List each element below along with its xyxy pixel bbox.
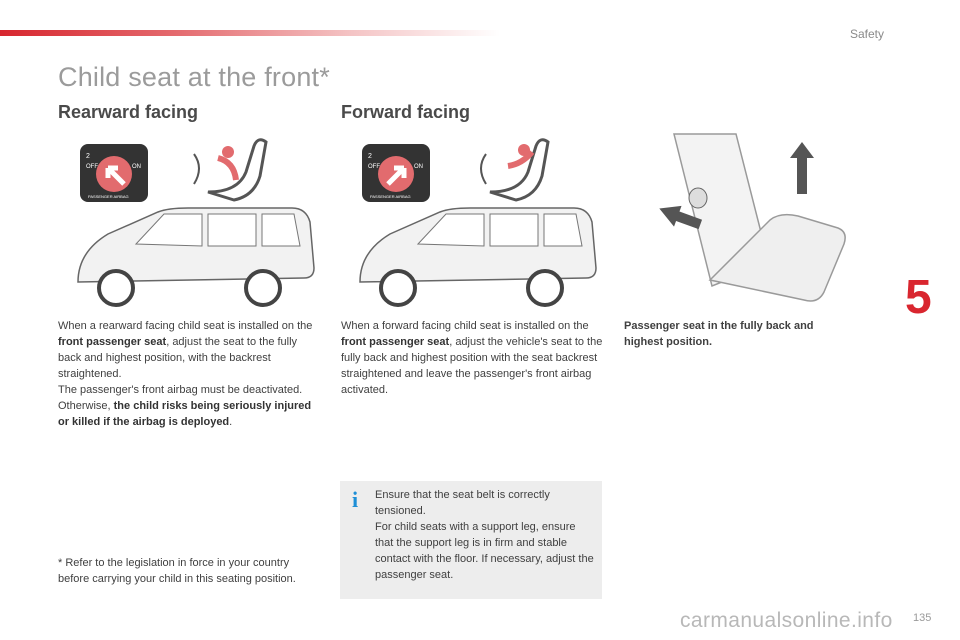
- seat-caption: Passenger seat in the fully back and highest position.: [624, 320, 814, 348]
- airbag-off-label: OFF: [86, 164, 98, 170]
- chapter-number: 5: [905, 271, 932, 324]
- forward-heading: Forward facing: [341, 102, 471, 122]
- airbag-off-label: OFF: [368, 164, 380, 170]
- van-image: [78, 208, 314, 305]
- rearward-child-seat-icon: [194, 140, 266, 200]
- airbag-text: PASSENGER AIRBAG: [370, 194, 411, 199]
- info-box: [340, 481, 602, 599]
- airbag-on-label: ON: [132, 164, 141, 170]
- airbag-on-badge: [362, 144, 430, 202]
- rearward-text: When a rearward facing child seat is installed on the front passenger seat, adjust the seat to the fully back and highest position, with the backrest straightened. The passenger's front airbag must be deactivated. Otherwise, the child risks being seriously injured or killed if the airbag is deployed.: [58, 320, 313, 428]
- watermark: carmanualsonline.info: [680, 609, 893, 632]
- forward-illustration: [340, 132, 602, 308]
- section-label: Safety: [849, 27, 884, 41]
- van-image: [360, 208, 596, 305]
- forward-text: When a forward facing child seat is installed on the front passenger seat, adjust the vehicle's seat to the fully back and highest position with the seat backrest straightened and leave the passenger's front airbag activated.: [341, 320, 603, 396]
- airbag-number: 2: [368, 153, 372, 160]
- header-color-bar: [0, 30, 500, 36]
- footnote: * Refer to the legislation in force in your country before carrying your child in this seating position.: [58, 557, 296, 585]
- forward-child-seat-icon: [481, 140, 548, 200]
- airbag-on-label: ON: [414, 164, 423, 170]
- page-number: 135: [913, 612, 932, 624]
- rearward-illustration: [58, 132, 320, 308]
- info-icon: i: [352, 487, 359, 512]
- airbag-off-badge: [80, 144, 148, 202]
- info-text: Ensure that the seat belt is correctly tensioned. For child seats with a support leg, ensure that the support leg is in firm and stable contact with the floor. If necessary, adjust the passenger seat.: [375, 489, 594, 581]
- up-arrow-icon: [790, 142, 814, 194]
- airbag-number: 2: [86, 153, 90, 160]
- rearward-heading: Rearward facing: [58, 102, 199, 122]
- passenger-seat-illustration: [640, 130, 850, 310]
- page-title: Child seat at the front*: [58, 62, 330, 92]
- airbag-text: PASSENGER AIRBAG: [88, 194, 129, 199]
